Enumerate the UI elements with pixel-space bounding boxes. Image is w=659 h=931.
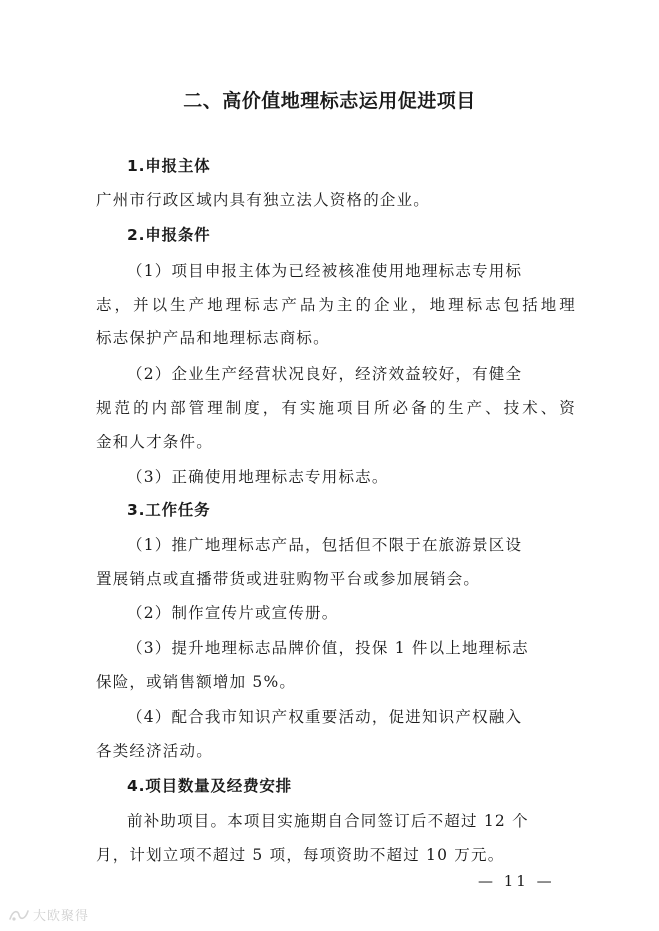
page-number: — 11 — [478, 872, 555, 890]
heading-applicant: 1.申报主体 [127, 157, 211, 175]
paragraph-line: 保险，或销售额增加 5%。 [96, 673, 297, 691]
paragraph-line: 前补助项目。本项目实施期自合同签订后不超过 12 个 [127, 812, 529, 830]
paragraph-line: 各类经济活动。 [96, 742, 213, 760]
paragraph-line: 志，并以生产地理标志产品为主的企业，地理标志包括地理 [96, 296, 576, 314]
paragraph-line: 标志保护产品和地理标志商标。 [96, 329, 330, 347]
paragraph-line: （4）配合我市知识产权重要活动，促进知识产权融入 [127, 708, 523, 726]
paragraph-line: 广州市行政区域内具有独立法人资格的企业。 [96, 191, 431, 209]
section-title: 二、高价值地理标志运用促进项目 [183, 90, 476, 112]
heading-quantity-funding: 4.项目数量及经费安排 [127, 777, 292, 795]
paragraph-line: （1）推广地理标志产品，包括但不限于在旅游景区设 [127, 536, 523, 554]
heading-conditions: 2.申报条件 [127, 226, 211, 244]
paragraph-line: （2）制作宣传片或宣传册。 [127, 604, 339, 622]
paragraph-line: 规范的内部管理制度，有实施项目所必备的生产、技术、资 [96, 399, 576, 417]
paragraph-line: （3）提升地理标志品牌价值，投保 1 件以上地理标志 [127, 639, 529, 657]
heading-tasks: 3.工作任务 [127, 501, 211, 519]
paragraph-line: （3）正确使用地理标志专用标志。 [127, 468, 389, 486]
brand-logo-icon [8, 908, 30, 922]
watermark-text: 大欧聚得 [33, 909, 90, 924]
paragraph-line: 月，计划立项不超过 5 项，每项资助不超过 10 万元。 [96, 846, 505, 864]
paragraph-line: （1）项目申报主体为已经被核准使用地理标志专用标 [127, 262, 523, 280]
paragraph-line: 金和人才条件。 [96, 433, 213, 451]
paragraph-line: 置展销点或直播带货或进驻购物平台或参加展销会。 [96, 570, 481, 588]
watermark [8, 905, 89, 924]
paragraph-line: （2）企业生产经营状况良好，经济效益较好，有健全 [127, 365, 523, 383]
